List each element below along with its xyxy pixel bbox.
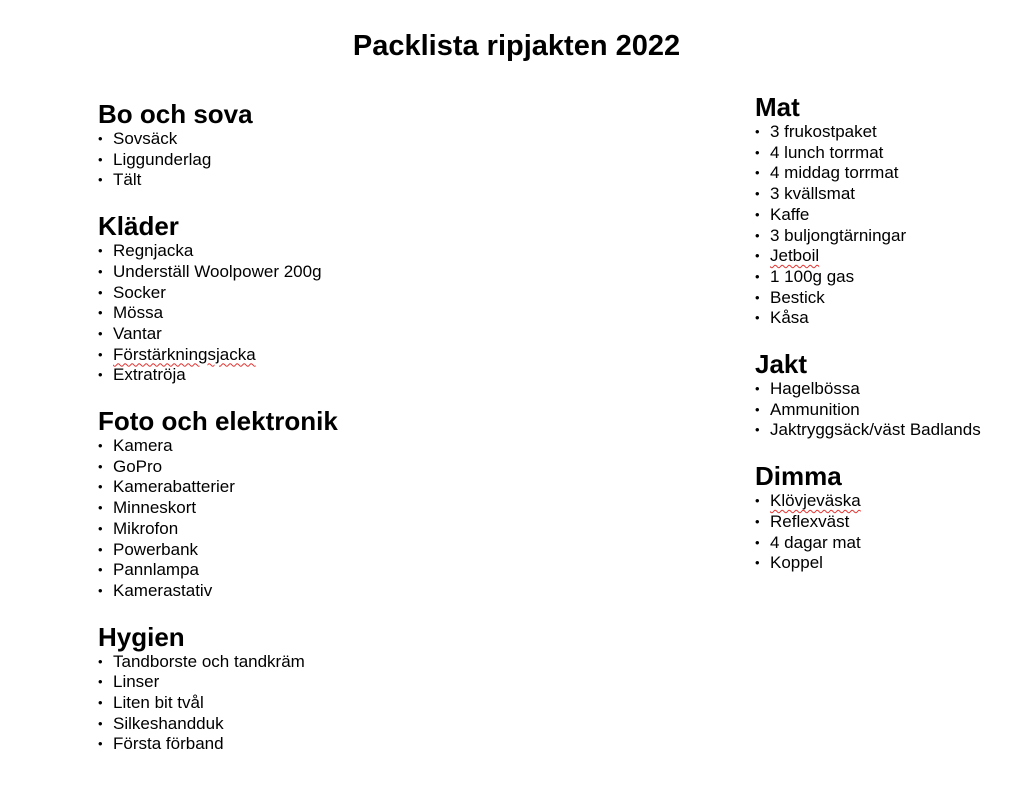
list-item bbox=[755, 267, 1023, 288]
list-item-text: Liggunderlag bbox=[113, 149, 212, 169]
list-item bbox=[98, 672, 498, 693]
section-heading: Hygien bbox=[98, 621, 185, 652]
list-item bbox=[98, 519, 498, 540]
list-item bbox=[98, 303, 498, 324]
list-item-text: Jaktryggsäck/väst Badlands bbox=[770, 420, 981, 440]
list-item bbox=[755, 143, 1023, 164]
list-item-text: 3 kvällsmat bbox=[770, 184, 856, 204]
section-klader bbox=[98, 211, 498, 386]
list-item bbox=[98, 457, 498, 478]
list-item-text: Klövjeväska bbox=[770, 491, 861, 511]
list-item-text: Reflexväst bbox=[770, 511, 850, 531]
list-item bbox=[98, 324, 498, 345]
list-item-text: Regnjacka bbox=[113, 241, 194, 261]
section-bo-och-sova bbox=[98, 99, 498, 191]
list-item bbox=[98, 241, 498, 262]
list-item bbox=[98, 262, 498, 283]
list-item-text: Mikrofon bbox=[113, 518, 179, 538]
list-item-text: Jetboil bbox=[770, 246, 820, 266]
list-item-text: Sovsäck bbox=[113, 129, 178, 148]
list-item bbox=[755, 491, 1023, 512]
list-item bbox=[98, 345, 498, 366]
list-item-text: Kamerastativ bbox=[113, 580, 213, 600]
list-item-text: Kamerabatterier bbox=[113, 477, 235, 497]
list-item bbox=[98, 150, 498, 171]
list-item bbox=[755, 379, 1023, 400]
section-heading: Foto och elektronik bbox=[98, 406, 338, 437]
list-item bbox=[755, 308, 1023, 329]
list-item bbox=[98, 581, 498, 602]
list-item-text: GoPro bbox=[113, 456, 163, 476]
list-item bbox=[98, 714, 498, 735]
item-list bbox=[755, 491, 1023, 574]
list-item bbox=[755, 420, 1023, 441]
section-heading: Bo och sova bbox=[98, 99, 253, 129]
list-item bbox=[755, 205, 1023, 226]
list-item bbox=[755, 184, 1023, 205]
list-item bbox=[98, 436, 498, 457]
list-item bbox=[98, 734, 498, 755]
list-item bbox=[755, 122, 1023, 143]
list-item-text: Mössa bbox=[113, 303, 164, 323]
list-item-text: Förstärkningsjacka bbox=[113, 344, 256, 364]
list-item bbox=[98, 129, 498, 150]
list-item-text: 4 dagar mat bbox=[770, 532, 861, 552]
list-item bbox=[98, 365, 498, 386]
list-item bbox=[98, 693, 498, 714]
list-item bbox=[98, 540, 498, 561]
list-item-text: Silkeshandduk bbox=[113, 713, 224, 733]
item-list bbox=[755, 379, 1023, 441]
section-jakt bbox=[755, 349, 1023, 441]
list-item-text: Koppel bbox=[770, 553, 823, 573]
list-item-text: Första förband bbox=[113, 734, 224, 754]
list-item bbox=[755, 553, 1023, 574]
section-foto-och-elektronik bbox=[98, 406, 498, 602]
list-item-text: Extratröja bbox=[113, 365, 186, 385]
list-item bbox=[98, 477, 498, 498]
list-item-text: Linser bbox=[113, 672, 160, 692]
list-item bbox=[755, 400, 1023, 421]
list-item-text: Ammunition bbox=[770, 399, 860, 419]
list-item-text: 1 100g gas bbox=[770, 266, 855, 286]
list-item-text: Tält bbox=[113, 170, 142, 190]
list-item bbox=[98, 560, 498, 581]
list-item bbox=[755, 163, 1023, 184]
item-list bbox=[98, 652, 498, 756]
list-item-text: 4 middag torrmat bbox=[770, 163, 899, 183]
list-item bbox=[755, 226, 1023, 247]
list-item bbox=[98, 283, 498, 304]
list-item-text: Pannlampa bbox=[113, 560, 200, 580]
list-item-text: Underställ Woolpower 200g bbox=[113, 261, 322, 281]
section-heading: Dimma bbox=[755, 461, 842, 492]
section-heading: Jakt bbox=[755, 349, 808, 380]
section-heading: Kläder bbox=[98, 211, 179, 242]
list-item-text: Socker bbox=[113, 282, 166, 302]
list-item bbox=[755, 246, 1023, 267]
list-item-text: Tandborste och tandkräm bbox=[113, 651, 305, 671]
list-item-text: Kaffe bbox=[770, 204, 810, 224]
left-column bbox=[98, 99, 498, 775]
list-item-text: 3 frukostpaket bbox=[770, 122, 877, 141]
list-item-text: Hagelbössa bbox=[770, 379, 860, 399]
section-heading: Mat bbox=[755, 92, 800, 122]
list-item bbox=[755, 533, 1023, 554]
section-hygien bbox=[98, 622, 498, 756]
document-title: Packlista ripjakten 2022 bbox=[352, 30, 681, 62]
list-item-text: Kamera bbox=[113, 436, 173, 456]
item-list bbox=[98, 436, 498, 602]
list-item-text: Minneskort bbox=[113, 498, 197, 518]
right-column bbox=[755, 92, 1023, 594]
section-dimma bbox=[755, 461, 1023, 574]
item-list bbox=[755, 122, 1023, 329]
item-list bbox=[98, 129, 498, 191]
list-item-text: Bestick bbox=[770, 287, 825, 307]
section-mat bbox=[755, 92, 1023, 329]
list-item bbox=[98, 498, 498, 519]
list-item-text: Liten bit tvål bbox=[113, 693, 204, 713]
list-item bbox=[98, 170, 498, 191]
list-item-text: 3 buljongtärningar bbox=[770, 225, 907, 245]
list-item bbox=[755, 512, 1023, 533]
item-list bbox=[98, 241, 498, 386]
list-item bbox=[98, 652, 498, 673]
list-item-text: Vantar bbox=[113, 323, 162, 343]
list-item-text: Kåsa bbox=[770, 308, 809, 328]
list-item-text: Powerbank bbox=[113, 539, 199, 559]
list-item bbox=[755, 288, 1023, 309]
list-item-text: 4 lunch torrmat bbox=[770, 142, 884, 162]
